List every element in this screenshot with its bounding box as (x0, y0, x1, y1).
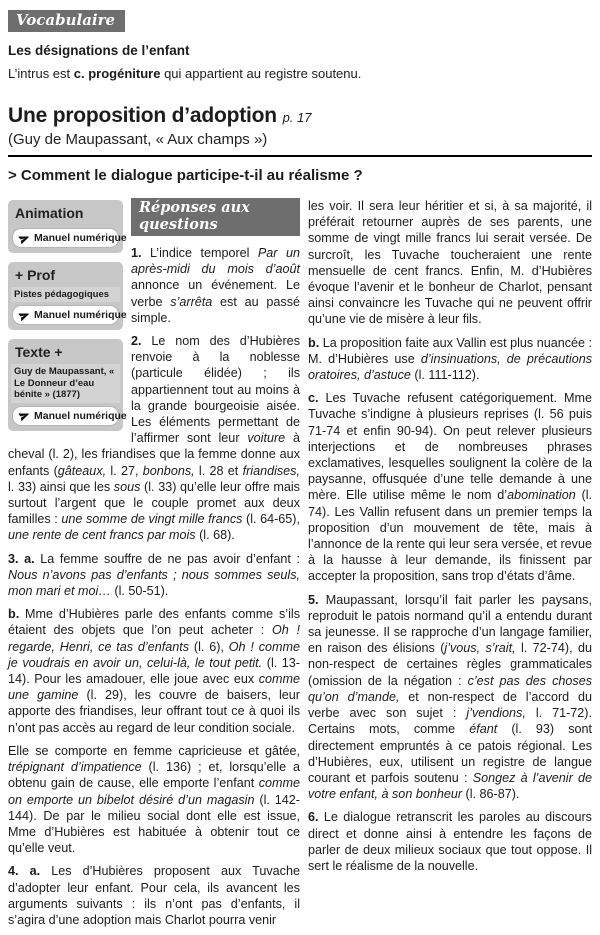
lesson-title-text: Une proposition d’adoption (8, 104, 277, 127)
answer-paragraph-3b: b. Mme d’Hubières parle des enfants comme s’ils étaient des objets que l’on peut acheter : Oh ! regarde, Henri, ce tas d’enfants (l. 6), Oh ! comme je voudrais en avoir un, celui-là, le tout petit. (l. 13-14). Pour les amadouer, elle joue avec eux comme une gamine (l. 29), les couvre de baisers, leur apporte des friandises, leur offrant tout ce à quoi ils n’ont pas accès au regard de leur condition sociale. (8, 607, 301, 735)
lesson-title (8, 104, 592, 128)
vocabulaire-badge: Vocabulaire (8, 10, 125, 32)
resource-sidebar (8, 200, 127, 440)
answer-paragraph-5: 5. Maupassant, lorsqu’il fait parler les paysans, reproduit le patois normand qu’il a entendu durant sa jeunesse. Il se rapproche d’un langage familier, en raison des élisions (j’vous, s’rait, l. 72-74), du non-respect de certaines règles grammaticales (omission de la négation : c’est pas des choses qu’on d’mande, et non-respect de l’accord du verbe avec son sujet : j’vendions, l. 71-72). Certains mots, comme éfant (l. 93) sont directement empruntés à ce patois régional. Les d’Hubières, eux, utilisent un registre de langue courant et parfois soutenu : Songez à l’avenir de votre enfant, à son bonheur (l. 86-87). (308, 592, 593, 802)
manuel-numerique-link[interactable] (12, 228, 127, 248)
paper-plane-icon (17, 308, 31, 322)
resource-box-animation (8, 200, 127, 253)
answer-paragraph-3a: 3. a. La femme souffre de ne pas avoir d’enfant : Nous n’avons pas d’enfants ; nous sommes seuls, mon mari et moi… (l. 50-51). (8, 551, 300, 599)
reponses-banner: Réponses aux questions (131, 198, 300, 236)
answer-paragraph-3b-cont: Elle se comporte en femme capricieuse et gâtée, trépignant d’impatience (l. 136) ; et, lorsqu’elle a obtenu gain de cause, elle emporte l’enfant comme on emporte un bibelot désiré d’un magasin (l. 142-144). De par le milieu social dont elle est issue, Mme d’Hubières est habituée à obtenir tout ce qu’elle veut. (8, 743, 301, 856)
resource-box-note: Guy de Maupassant, « Le Donneur d’eau bénite » (1877) (11, 364, 120, 402)
right-column (308, 198, 592, 935)
answers-columns (8, 198, 592, 935)
manuel-numerique-label: Manuel numérique (34, 409, 127, 422)
answer-paragraph-2: 2. Le nom des d’Hubières renvoie à la noblesse (particule élidée) ; ils appartiennent tout au moins à la grande bourgeoisie aisée. Les éléments permettant de l’affirmer sont leur voiture à cheval (l. 2), les friandises que la femme donne aux enfants (gâteaux, l. 27, bonbons, l. 28 et friandises, l. 33) ainsi que les sous (l. 33) qu’elle leur offre mais surtout l’argent que le couple promet aux deux familles : une somme de vingt mille francs (l. 64-65), une rente de cent francs par mois (l. 68). (8, 334, 300, 543)
paper-plane-icon (17, 408, 31, 422)
resource-box-prof (8, 262, 127, 330)
answer-paragraph-4c: c. Les Tuvache refusent catégoriquement. Mme Tuvache s’indigne à plusieurs reprises (l. 56 puis 71-74 et enfin 90-94). On peut relever plusieurs interjections et de nombreuses phrases exclamatives, lesquelles soulignent la colère de la paysanne, offusquée d’une telle demande à une mère. Elle utilise même le nom d’abomination (l. 74). Les Vallin refusent dans un premier temps la proposition d’un mouvement de tête, mais à l’annonce de la rente qui leur sera versée, et revue à la hausse à leur demande, ils finissent par accepter la proposition, sans trop d’états d’âme. (308, 391, 592, 584)
answer-paragraph-4a: 4. a. Les d’Hubières proposent aux Tuvache d’adopter leur enfant. Pour cela, ils avancent les arguments suivants : ils n’ont pas d’enfants, il s’agira d’une adoption mais Charlot pourra venir (8, 864, 300, 927)
resource-box-title: + Prof (15, 267, 56, 283)
page-reference: p. 17 (282, 110, 312, 125)
resource-box-texte-plus (8, 339, 127, 430)
resource-box-note: Pistes pédagogiques (11, 287, 120, 302)
manuel-numerique-link[interactable] (12, 305, 127, 325)
vocab-answer: L’intrus est c. progéniture qui appartient au registre soutenu. (8, 66, 362, 81)
answer-paragraph-4a-cont: les voir. Il sera leur héritier et si, à sa majorité, il préférait retourner auprès de ses parents, une somme de vingt mille francs lui serait versée. De surcroît, les Tuvache toucheraient une rente mensuelle de cent francs. Enfin, M. d’Hubières évoque l’avenir et le bonheur de Charlot, pensant ainsi convaincre les Tuvache qui ne peuvent offrir qu’une vie de misère à leur fils. (308, 199, 592, 327)
answer-paragraph-1: 1. L’indice temporel Par un après-midi du mois d’août annonce un événement. Le verbe s’arrêta est au passé simple. (131, 246, 300, 325)
vocab-heading: Les désignations de l’enfant (8, 43, 190, 58)
manuel-numerique-link[interactable] (12, 406, 127, 426)
guiding-question: > Comment le dialogue participe-t-il au réalisme ? (8, 167, 363, 184)
left-column (8, 198, 300, 935)
manuel-numerique-label: Manuel numérique (34, 232, 127, 244)
lesson-subtitle: (Guy de Maupassant, « Aux champs ») (8, 131, 268, 148)
resource-box-title: Animation (15, 205, 84, 221)
answer-paragraph-4b: b. La proposition faite aux Vallin est plus nuancée : M. d’Hubières use d’insinuations, de précautions oratoires, d’astuce (l. 111-112). (308, 335, 593, 383)
paper-plane-icon (17, 231, 31, 245)
answer-paragraph-6: 6. Le dialogue retranscrit les paroles au discours direct et donne ainsi à entendre les façons de parler de deux milieux sociaux que tout oppose. Il sert le réalisme de la nouvelle. (308, 810, 592, 873)
title-divider (8, 155, 592, 157)
resource-box-title: Texte + (15, 344, 63, 361)
manuel-numerique-label: Manuel numérique (34, 309, 127, 322)
